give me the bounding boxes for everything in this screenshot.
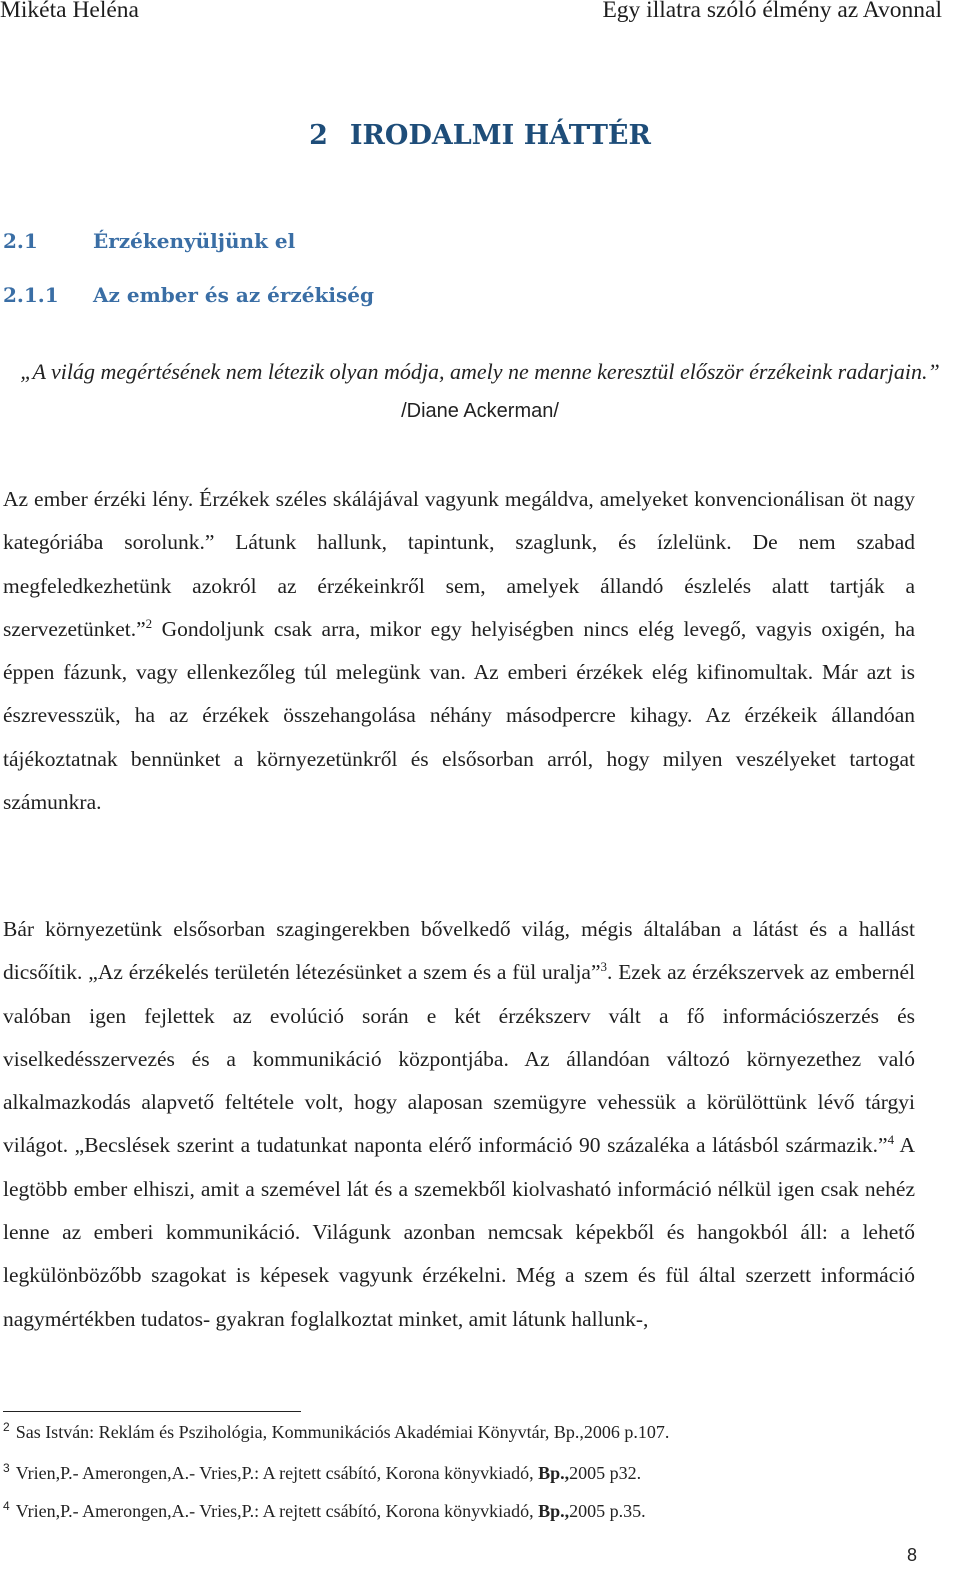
page-number: 8 [906,1545,917,1565]
footnote-text: Sas István: Reklám és Pszihológia, Kommunikációs Akadémiai Könyvtár, Bp.,2006 p.107. [15,1422,670,1442]
section-number: 2.1 [3,229,38,253]
footnote-ref: 3 [600,959,608,975]
epigraph-quote [10,353,950,430]
footnote-bold: Bp., [538,1463,570,1483]
quote-author: /Diane Ackerman/ [401,400,559,422]
chapter-number: 2 [309,120,328,151]
footnote-4 [3,1501,646,1522]
section-heading-2-1-1 [3,283,374,307]
paragraph-text: Az ember érzéki lény. Érzékek széles skálájával vagyunk megáldva, amelyeket konvencionálisan öt nagy kategóriába sorolunk.” Látunk hallunk, tapintunk, szaglunk, és ízlelünk. De nem szabad megfeledkezhetünk azokról az érzékeinkről sem, amelyek állandó észlelés alatt tartják a szervezetünket.” [3,487,915,641]
paragraph-text: Gondoljunk csak arra, mikor egy helyiségben nincs elég levegő, vagyis oxigén, ha éppen fázunk, vagy ellenkezőleg túl melegünk van. Az emberi érzékek elég kifinomultak. Már azt is észrevesszük, ha az érzékek összehangolása néhány másodpercre kihagy. Az érzékeik állandóan tájékoztatnak bennünket a környezetünkről és elsősorban arról, hogy milyen veszélyeket tartogat számunkra. [3,616,915,815]
footnote-number: 4 [3,1499,10,1513]
section-title: Az ember és az érzékiség [93,283,374,307]
footnote-ref: 4 [887,1132,895,1148]
section-title: Érzékenyüljünk el [93,229,296,253]
chapter-title: IRODALMI HÁTTÉR [349,120,651,151]
quote-text: „A világ megértésének nem létezik olyan módja, amely ne menne keresztül először érzékeink radarjain.” [20,359,940,384]
footnote-3 [3,1463,641,1484]
footnote-number: 2 [3,1420,10,1434]
footnote-number: 3 [3,1461,10,1475]
footnote-text: 2005 p32. [569,1463,642,1483]
footnote-text: Vrien,P.- Amerongen,A.- Vries,P.: A rejtett csábító, Korona könyvkiadó, [15,1501,539,1521]
chapter-heading [0,120,960,151]
footnote-2 [3,1422,669,1443]
header-author: Mikéta Heléna [0,0,139,23]
section-number: 2.1.1 [3,283,59,307]
section-heading-2-1 [3,229,295,253]
paragraph-text: A legtöbb ember elhiszi, amit a szemével lát és a szemekből kiolvasható információ nélkül igen csak nehéz lenne az emberi kommunikáció. Világunk azonban nemcsak képekből és hangokból áll: a lehető legkülönbözőbb szagokat is képesek vagyunk érzékelni. Még a szem és fül által szerzett információ nagymértékben tudatos- gyakran foglalkoztat minket, amit látunk hallunk-, [3,1133,915,1331]
body-paragraph-1 [3,478,915,824]
footnote-ref: 2 [145,615,153,631]
header-title: Egy illatra szóló élmény az Avonnal [602,0,942,23]
paragraph-text: Bár környezetünk elsősorban szagingerekben bővelkedő világ, mégis általában a látást és a hallást dicsőítik. „Az érzékelés területén létezésünket a szem és a fül uralja” [3,917,915,985]
footnote-text: Vrien,P.- Amerongen,A.- Vries,P.: A rejtett csábító, Korona könyvkiadó, [15,1463,539,1483]
paragraph-text: . Ezek az érzékszervek az embernél valóban igen fejlettek az evolúció során e két érzékszerv vált a fő információszerzés és viselkedésszervezés és a kommunikáció központjába. Az állandóan változó környezethez való alkalmazkodás alapvető feltétele volt, hogy alaposan szemügyre vehessük a körülöttünk lévő tárgyi világot. „Becslések szerint a tudatunkat naponta elérő információ 90 százaléka a látásból származik.” [3,960,915,1158]
body-paragraph-2 [3,908,915,1341]
footnote-bold: Bp., [538,1501,570,1521]
footnote-text: 2005 p.35. [569,1501,646,1521]
footnote-divider [3,1411,301,1412]
